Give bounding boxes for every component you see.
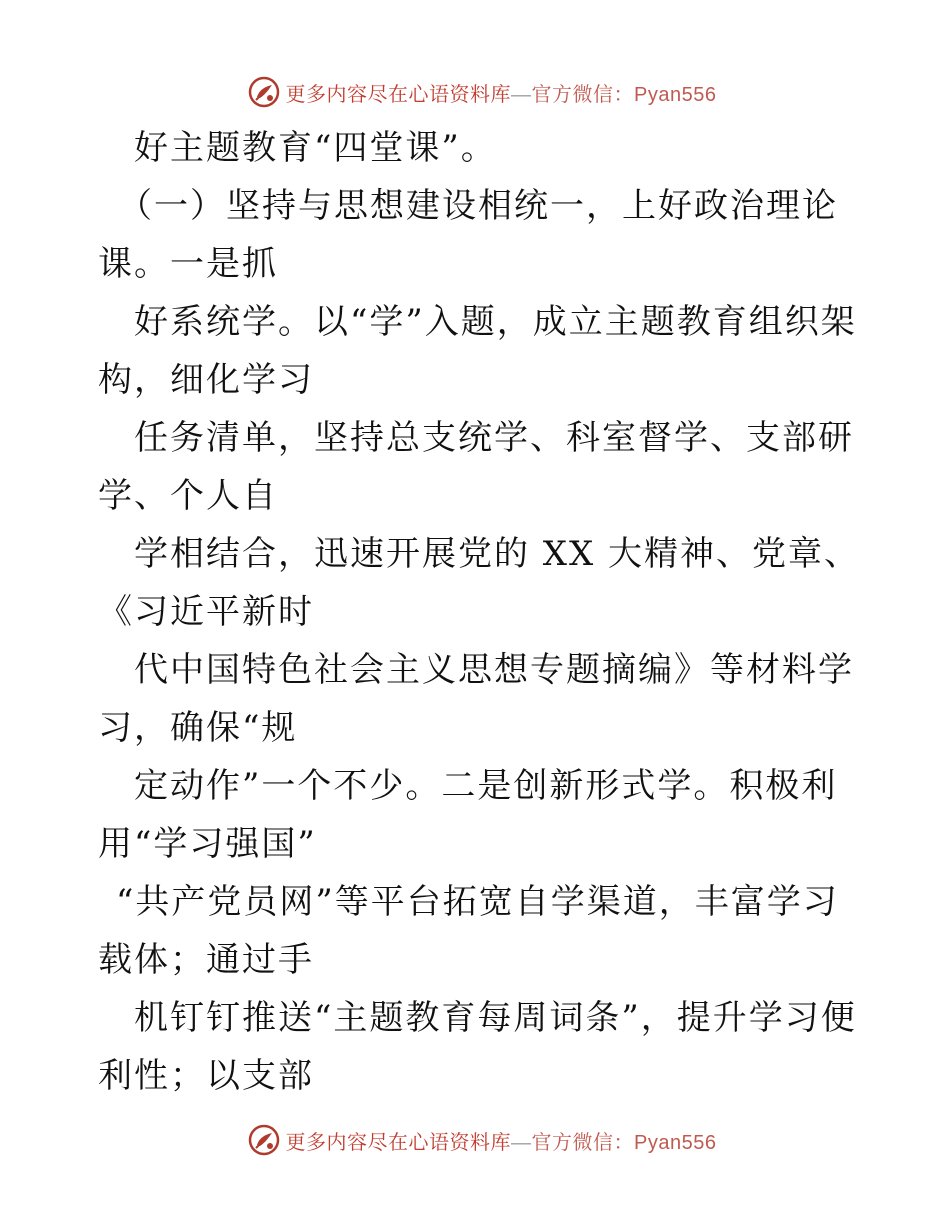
watermark-text: 更多内容尽在心语资料库 (285, 1131, 512, 1154)
body-line: “共产党员网”等平台拓宽自学渠道，丰富学习 (116, 882, 839, 922)
footer-watermark (0, 1120, 950, 1160)
body-line: 代中国特色社会主义思想专题摘编》等材料学 (134, 650, 854, 690)
body-line: 好系统学。以“学”入题，成立主题教育组织架 (134, 302, 857, 342)
body-line: 学相结合，迅速开展党的 XX 大精神、党章、 (134, 534, 861, 574)
body-line: 任务清单，坚持总支统学、科室督学、支部研 (134, 418, 854, 458)
header-watermark (0, 72, 950, 112)
library-logo-icon (248, 1124, 280, 1156)
body-line: 机钉钉推送“主题教育每周词条”，提升学习便 (134, 998, 857, 1038)
body-line: 《习近平新时 (98, 592, 314, 632)
body-line: 习，确保“规 (98, 708, 298, 748)
watermark-text: 更多内容尽在心语资料库 (285, 83, 512, 106)
library-logo-icon (248, 76, 280, 108)
body-line: （一）坚持与思想建设相统一，上好政治理论 (118, 186, 838, 226)
body-line: 学、个人自 (98, 476, 278, 516)
watermark-separator: — (511, 1131, 532, 1154)
watermark-separator: — (511, 83, 532, 106)
body-line: 构，细化学习 (98, 360, 314, 400)
wechat-id: Pyan556 (634, 83, 717, 106)
body-line: 课。一是抓 (98, 244, 278, 284)
body-line: 定动作”一个不少。二是创新形式学。积极利 (134, 766, 838, 806)
body-line: 好主题教育“四堂课”。 (134, 128, 497, 168)
body-line: 用“学习强国” (98, 824, 317, 864)
wechat-id: Pyan556 (634, 1131, 717, 1154)
wechat-label: 官方微信： (531, 83, 635, 106)
body-line: 载体；通过手 (98, 940, 314, 980)
wechat-label: 官方微信： (531, 1131, 635, 1154)
body-line: 利性；以支部 (98, 1056, 314, 1096)
